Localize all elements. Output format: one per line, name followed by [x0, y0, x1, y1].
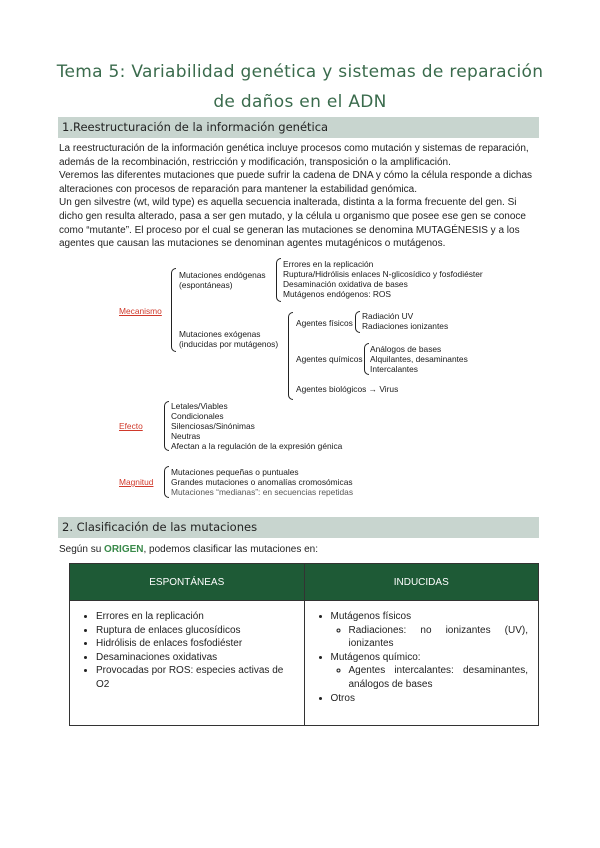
quimico-text: Mutágenos químico: — [330, 651, 421, 663]
page-title-line2: de daños en el ADN — [213, 92, 387, 112]
exogenas-brace — [288, 312, 293, 400]
header-espontaneas: ESPONTÁNEAS — [70, 564, 305, 601]
paragraph-1: La reestructuración de la información genética incluye procesos como mutación y sistemas de reparación, además de la recombinación, restricción y modificación, transposición o la amplificación. — [59, 143, 529, 168]
magnitud-label: Magnitud — [119, 477, 154, 487]
endogenas-brace — [276, 258, 281, 302]
table-header-row — [70, 564, 539, 601]
fisicos-item: Radiación UV — [362, 311, 414, 321]
inducidas-list — [311, 610, 529, 705]
section1-header — [58, 117, 539, 138]
section2-header — [58, 517, 539, 538]
magnitud-brace — [164, 466, 169, 498]
section1-body — [59, 142, 541, 251]
fisicos-label: Agentes físicos — [296, 318, 353, 328]
mutations-table — [69, 563, 539, 726]
efecto-brace — [164, 401, 169, 451]
origin-word: ORIGEN — [104, 544, 144, 555]
magnitud-item: Mutaciones pequeñas o puntuales — [171, 467, 299, 477]
page-title-line1: Tema 5: Variabilidad genética y sistemas de reparación — [56, 62, 544, 82]
list-item: • Ruptura de enlaces glucosídicos — [96, 624, 294, 638]
list-item: • Provocadas por ROS: especies activas de O2 — [96, 664, 294, 691]
mecanismo-brace — [171, 268, 176, 352]
efecto-item: Silenciosas/Sinónimas — [171, 421, 255, 431]
endogenas-item: Desaminación oxidativa de bases — [283, 279, 408, 289]
espontaneas-list — [76, 610, 294, 692]
section1-heading: 1.Reestructuración de la información genética — [62, 120, 329, 134]
table-row — [70, 601, 539, 726]
origin-prefix: Según su — [59, 544, 105, 555]
efecto-label: Efecto — [119, 421, 143, 431]
paragraph-2: Veremos las diferentes mutaciones que puede sufrir la cadena de DNA y cómo la célula responde a dichas alteraciones con procesos de reparación para mantener la estabilidad genómica. — [59, 170, 533, 195]
efecto-item: Letales/Viables — [171, 401, 228, 411]
efecto-item: Afectan a la regulación de la expresión génica — [171, 441, 343, 451]
list-item — [331, 651, 529, 692]
quimicos-item: Intercalantes — [370, 364, 418, 374]
cell-inducidas — [304, 601, 539, 726]
list-item: • Hidrólisis de enlaces fosfodiéster — [96, 637, 294, 651]
efecto-item: Neutras — [171, 431, 201, 441]
header-inducidas: INDUCIDAS — [304, 564, 539, 601]
quimicos-brace — [364, 343, 369, 375]
fisicos-item: Radiaciones ionizantes — [362, 321, 449, 331]
list-item: • Otros — [331, 692, 529, 706]
fisicos-brace — [355, 311, 360, 333]
endogenas-item: Errores en la replicación — [283, 259, 374, 269]
endogenas-sub: (espontáneas) — [179, 280, 233, 290]
list-item: • Errores en la replicación — [96, 610, 294, 624]
section2-heading: 2. Clasificación de las mutaciones — [62, 520, 258, 534]
origin-suffix: , podemos clasificar las mutaciones en: — [143, 544, 319, 555]
exogenas-sub: (inducidas por mutágenos) — [179, 339, 279, 349]
biologicos-label: Agentes biológicos → Virus — [296, 384, 399, 394]
list-subitem: ◦ Agentes intercalantes: desaminantes, análogos de bases — [349, 664, 529, 691]
origin-sentence — [59, 544, 318, 555]
quimicos-label: Agentes químicos — [296, 354, 363, 364]
magnitud-item: Grandes mutaciones o anomalías cromosómicas — [171, 477, 353, 487]
list-item — [331, 610, 529, 651]
cell-espontaneas — [70, 601, 305, 726]
quimicos-item: Análogos de bases — [370, 344, 442, 354]
list-subitem: ◦ Radiaciones: no ionizantes (UV), ionizantes — [349, 624, 529, 651]
efecto-item: Condicionales — [171, 411, 224, 421]
exogenas-label: Mutaciones exógenas — [179, 329, 261, 339]
magnitud-item: Mutaciones “medianas”: en secuencias repetidas — [171, 487, 354, 497]
paragraph-3: Un gen silvestre (wt, wild type) es aquella secuencia inalterada, distinta a la forma frecuente del gen. Si dicho gen resulta alterado, pasa a ser gen mutado, y la célula u organismo que posee ese gen se conoce como “mutante”. El proceso por el cual se generan las mutaciones se denomina MUTAGÉNESIS y a los agentes que causan las mutaciones se denominan agentes mutagénicos o mutágenos. — [59, 197, 526, 250]
endogenas-item: Ruptura/Hidrólisis enlaces N-glicosídico y fosfodiéster — [283, 269, 483, 279]
fisicos-text: Mutágenos físicos — [330, 611, 412, 622]
endogenas-label: Mutaciones endógenas — [179, 270, 266, 280]
list-item: • Desaminaciones oxidativas — [96, 651, 294, 665]
endogenas-item: Mutágenos endógenos: ROS — [283, 289, 392, 299]
quimicos-item: Alquilantes, desaminantes — [370, 354, 468, 364]
mecanismo-label: Mecanismo — [119, 306, 162, 316]
